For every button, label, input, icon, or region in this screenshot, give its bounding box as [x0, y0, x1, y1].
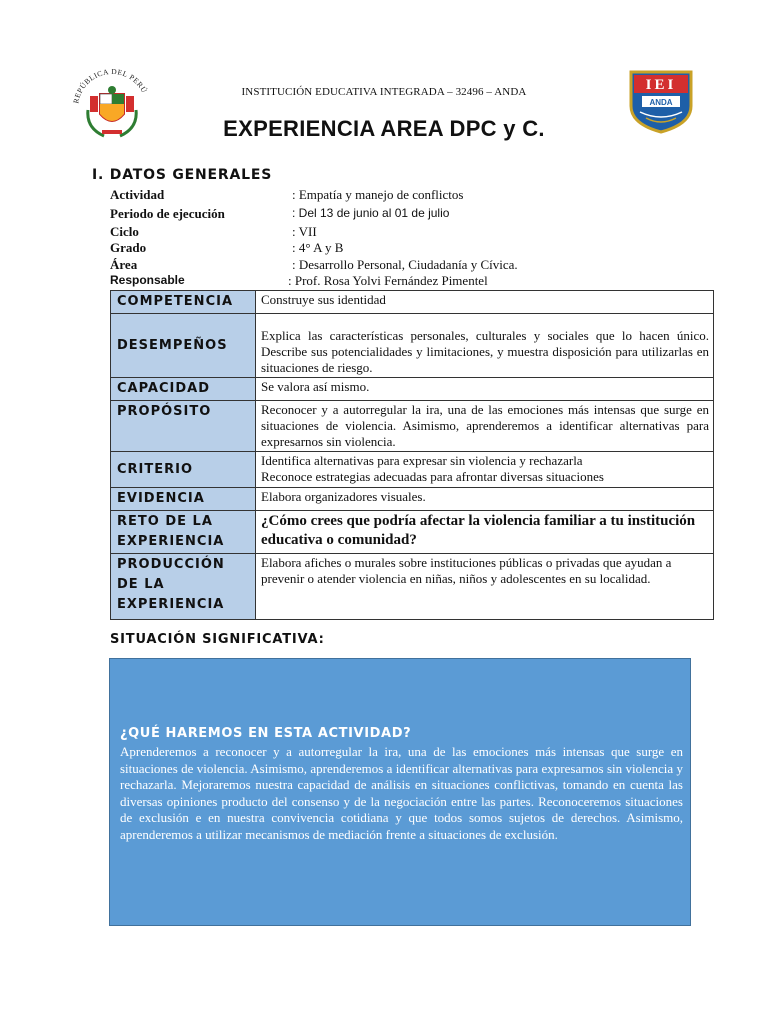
info-value: : 4° A y B [292, 240, 344, 255]
desempenos-label: DESEMPEÑOS [111, 314, 256, 378]
info-label: Actividad [110, 187, 165, 202]
desempenos-value: Explica las características personales, culturales y sociales que lo hacen único. Describe sus potencialidades y limitaciones, y muestra disposición para utilizarlas en situaciones de riesgo. [256, 314, 714, 378]
competencia-label: COMPETENCIA [111, 291, 256, 314]
info-label: Área [110, 257, 138, 272]
criterio-line: Reconoce estrategias adecuadas para afrontar diversas situaciones [261, 469, 604, 484]
produccion-value: Elabora afiches o murales sobre instituciones públicas o privadas que ayudan a prevenir o atender violencia en niñas, niños y adolescentes en su localidad. [256, 554, 714, 620]
criterio-label: CRITERIO [111, 452, 256, 488]
proposito-label: PROPÓSITO [111, 401, 256, 452]
info-label: Periodo de ejecución [110, 206, 225, 221]
info-label: Responsable [110, 273, 185, 287]
info-label: Grado [110, 240, 147, 255]
table-row [111, 511, 714, 554]
table-row [111, 314, 714, 378]
competencia-value: Construye sus identidad [256, 291, 714, 314]
criterio-line: Identifica alternativas para expresar sin violencia y rechazarla [261, 453, 583, 468]
activity-description-box [109, 658, 691, 926]
table-row [111, 378, 714, 401]
produccion-label-line: PRODUCCIÓN [117, 557, 225, 572]
competency-table [110, 290, 714, 620]
table-row [111, 291, 714, 314]
capacidad-label: CAPACIDAD [111, 378, 256, 401]
evidencia-label: EVIDENCIA [111, 488, 256, 511]
seal-arc-text: REPÚBLICA DEL PERÚ [71, 66, 150, 105]
produccion-label-line: DE LA [117, 577, 165, 592]
proposito-value: Reconocer y a autorregular la ira, una de las emociones más intensas que surge en situaciones de violencia. Asimismo, aprenderemos a identificar alternativas para expresarnos sin violencia. [256, 401, 714, 452]
reto-label-line: EXPERIENCIA [117, 534, 225, 549]
produccion-label [111, 554, 256, 620]
reto-label-line: RETO DE LA [117, 514, 213, 529]
reto-value: ¿Cómo crees que podría afectar la violencia familiar a tu institución educativa o comunidad? [256, 511, 714, 554]
activity-description-paragraph: Aprenderemos a reconocer y a autorregular la ira, una de las emociones más intensas que surge en situaciones de violencia. Asimismo, aprenderemos a identificar alternativas para expresarnos sin violencia y rechazarla. Mejoraremos nuestra capacidad de análisis en situaciones conflictivas, tomando en cuenta las diversas opiniones producto del consenso y de la negociación entre las partes. Reconoceremos situaciones de exclusión e en nuestra convivencia cotidiana y que todos somos sujetos de derechos. Asimismo, aprenderemos a utilizar mecanismos de mediación frente a situaciones de exclusión. [120, 744, 683, 842]
table-row [111, 554, 714, 620]
capacidad-value: Se valora así mismo. [256, 378, 714, 401]
evidencia-value: Elabora organizadores visuales. [256, 488, 714, 511]
table-row [111, 452, 714, 488]
criterio-value [256, 452, 714, 488]
situacion-significativa-title: SITUACIÓN SIGNIFICATIVA: [110, 632, 325, 647]
activity-question-heading: ¿QUÉ HAREMOS EN ESTA ACTIVIDAD? [120, 726, 412, 741]
table-row [111, 488, 714, 511]
info-value: : Empatía y manejo de conflictos [292, 187, 464, 202]
reto-label [111, 511, 256, 554]
badge-bottom-text: ANDA [649, 98, 673, 107]
institution-name: INSTITUCIÓN EDUCATIVA INTEGRADA – 32496 – ANDA [241, 86, 527, 98]
info-value: : Desarrollo Personal, Ciudadanía y Cívica. [292, 257, 518, 272]
table-row [111, 401, 714, 452]
produccion-label-line: EXPERIENCIA [117, 597, 225, 612]
badge-top-text: IEI [645, 77, 677, 93]
page-title: EXPERIENCIA AREA DPC y C. [223, 116, 545, 141]
info-value: : Prof. Rosa Yolvi Fernández Pimentel [288, 273, 488, 288]
info-value: : VII [292, 224, 317, 239]
info-value: : Del 13 de junio al 01 de julio [292, 206, 450, 220]
section-title-datos-generales: I. DATOS GENERALES [92, 167, 273, 183]
info-label: Ciclo [110, 224, 139, 239]
